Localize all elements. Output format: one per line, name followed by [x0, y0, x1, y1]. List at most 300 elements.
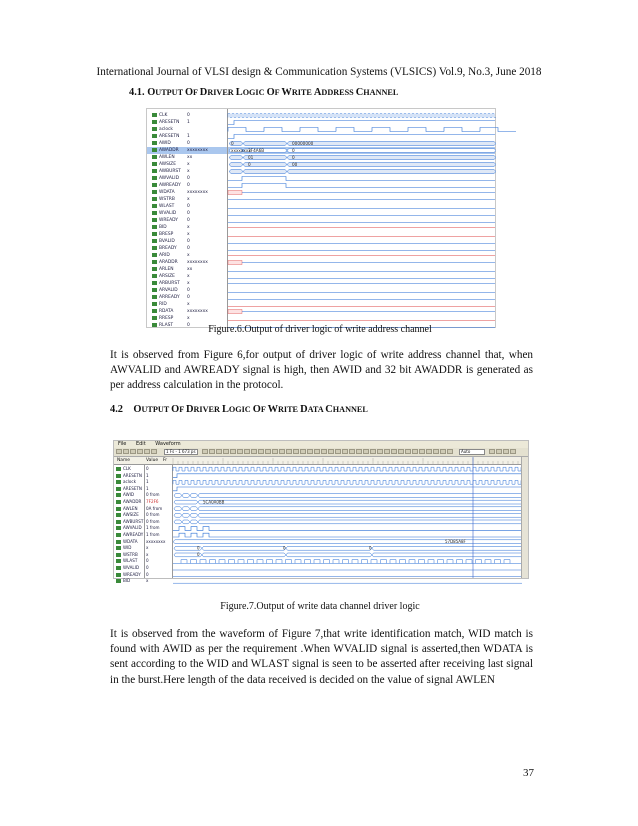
- menu-waveform[interactable]: Waveform: [155, 441, 181, 447]
- signal-icon: [152, 120, 157, 124]
- signal-label: AWLEN: [159, 155, 175, 160]
- section-title: [147, 87, 398, 98]
- signal-name[interactable]: [147, 224, 167, 231]
- title-initial: O: [266, 87, 275, 98]
- signal-icon: [116, 487, 121, 491]
- time-ruler: [173, 457, 522, 464]
- signal-label: ARESETN: [159, 134, 180, 139]
- toolbar-button[interactable]: [335, 449, 341, 454]
- signal-icon: [152, 267, 157, 271]
- signal-value: x: [146, 551, 149, 557]
- section-4-2-heading: [110, 404, 368, 415]
- toolbar-button[interactable]: [433, 449, 439, 454]
- signal-icon: [152, 134, 157, 138]
- title-initial: O: [133, 404, 142, 415]
- signal-icon: [116, 573, 121, 577]
- journal-header: International Journal of VLSI design & Communication Systems (VLSICS) Vol.9, No.3, June 2018: [96, 66, 542, 78]
- paragraph-1: It is observed from Figure 6,for output of driver logic of write address channel that, when AWVALID and AWREADY signal is high, then AWID and 32 bit AWADDR is generated as per address calculation in the protocol.: [110, 349, 533, 392]
- toolbar-button[interactable]: [251, 449, 257, 454]
- signal-value: 0: [146, 565, 149, 570]
- signal-value: 0A from: [146, 505, 163, 511]
- signal-value: xxxxxxxx: [187, 260, 208, 265]
- toolbar-button[interactable]: [356, 449, 362, 454]
- handshake-wave: [173, 527, 522, 531]
- signal-name[interactable]: [147, 280, 180, 287]
- signal-icon: [152, 183, 157, 187]
- toolbar-button[interactable]: [202, 449, 208, 454]
- signal-icon: [152, 295, 157, 299]
- bus-segment: [198, 520, 523, 524]
- signal-icon: [116, 526, 121, 530]
- signal-value: x: [187, 316, 190, 321]
- signal-label: WVALID: [123, 565, 140, 570]
- signal-value: xxxxxxxx: [187, 148, 208, 153]
- bus-segment: [286, 553, 372, 557]
- bus-value-label: 00000000: [292, 141, 314, 146]
- title-smallcaps: UTPUT: [141, 405, 172, 414]
- signal-value: x: [146, 545, 149, 551]
- signal-label: CLK: [159, 113, 168, 118]
- signal-value: x: [187, 225, 190, 230]
- signal-name[interactable]: [147, 308, 173, 315]
- signal-name[interactable]: [147, 210, 176, 217]
- section-4-1-heading: [129, 87, 398, 98]
- signal-icon: [152, 316, 157, 320]
- bus-segment: [174, 507, 182, 511]
- signal-icon: [116, 513, 121, 517]
- bus-segment: [198, 513, 523, 517]
- signal-label: CLK: [123, 466, 131, 471]
- title-initial: O: [171, 404, 180, 415]
- signal-label: AWADDR: [123, 499, 142, 504]
- signal-label: ARVALID: [159, 288, 178, 293]
- bus-value-label: 5CA0A0BB: [203, 499, 225, 505]
- signal-label: AWLEN: [123, 505, 138, 511]
- signal-icon: [152, 225, 157, 229]
- signal-icon: [152, 190, 157, 194]
- signal-value: 0: [187, 239, 190, 244]
- signal-label: ARLEN: [159, 267, 174, 272]
- toolbar-button[interactable]: [496, 449, 502, 454]
- figure-7-caption: Figure.7.Output of write data channel driver logic: [220, 601, 420, 612]
- signal-name[interactable]: [147, 112, 167, 119]
- bus-value-label: 0: [283, 545, 286, 551]
- signal-icon: [152, 288, 157, 292]
- toolbar-button[interactable]: [130, 449, 136, 454]
- toolbar-button[interactable]: [216, 449, 222, 454]
- signal-value: 0 from: [146, 492, 160, 498]
- signal-icon: [116, 559, 121, 563]
- figure-6-caption: Figure.6.Output of driver logic of write address channel: [208, 324, 432, 335]
- signal-value-column: [144, 464, 173, 584]
- title-smallcaps: F: [193, 88, 200, 97]
- signal-icon: [152, 274, 157, 278]
- signal-value: x: [187, 302, 190, 307]
- toolbar-button[interactable]: [384, 449, 390, 454]
- signal-label: WLAST: [159, 204, 175, 209]
- bus-segment: [202, 546, 286, 550]
- signal-name[interactable]: [114, 577, 130, 584]
- bus-value-label: 0: [369, 545, 372, 551]
- bus-segment: [198, 500, 523, 504]
- signal-icon: [116, 500, 121, 504]
- title-initial: D: [185, 404, 194, 415]
- signal-label: WREADY: [123, 571, 141, 577]
- signal-label: WSTRB: [159, 197, 175, 202]
- title-smallcaps: RIVER: [207, 88, 236, 97]
- signal-name[interactable]: [147, 238, 175, 245]
- signal-label: AWBURST: [159, 169, 181, 174]
- toolbar: [114, 448, 528, 457]
- bus-segment: [198, 507, 523, 511]
- signal-value: x: [187, 281, 190, 286]
- signal-icon: [152, 162, 157, 166]
- signal-value: 0 from: [146, 518, 160, 524]
- signal-name[interactable]: [147, 203, 174, 210]
- toolbar-button[interactable]: [279, 449, 285, 454]
- section-number: 4.2: [110, 404, 123, 415]
- toolbar-button[interactable]: [300, 449, 306, 454]
- signal-label: AWSIZE: [159, 162, 176, 167]
- toolbar-button[interactable]: [286, 449, 292, 454]
- signal-value: 0: [187, 323, 190, 328]
- unknown-bus: [228, 261, 242, 265]
- bus-value-label: 0: [248, 162, 251, 167]
- signal-icon: [116, 533, 121, 537]
- signal-value: 0: [187, 246, 190, 251]
- toolbar-button[interactable]: [398, 449, 404, 454]
- toolbar-button[interactable]: [272, 449, 278, 454]
- bus-segment: [287, 156, 496, 160]
- title-initial: L: [235, 87, 243, 98]
- signal-value: xxxxxxxx: [187, 309, 208, 314]
- signal-name[interactable]: [147, 168, 181, 175]
- signal-label: ARESETN: [123, 485, 142, 491]
- toolbar-button[interactable]: [426, 449, 432, 454]
- signal-icon: [152, 260, 157, 264]
- signal-name[interactable]: [147, 266, 174, 273]
- toolbar-button[interactable]: [258, 449, 264, 454]
- signal-icon: [116, 566, 121, 570]
- signal-label: AWID: [123, 492, 134, 498]
- signal-name[interactable]: [147, 140, 171, 147]
- toolbar-button[interactable]: [116, 449, 122, 454]
- signal-label: RID: [159, 302, 167, 307]
- title-initial: A: [313, 87, 322, 98]
- signal-value: 0: [187, 113, 190, 118]
- bus-segment: [182, 513, 190, 517]
- signal-icon: [152, 113, 157, 117]
- toolbar-button[interactable]: [328, 449, 334, 454]
- signal-label: AWREADY: [123, 532, 144, 537]
- signal-icon: [116, 540, 121, 544]
- signal-name[interactable]: [147, 287, 178, 294]
- title-smallcaps: UTPUT: [155, 88, 185, 97]
- title-smallcaps: DDRESS: [321, 88, 356, 97]
- signal-value: x: [187, 197, 190, 202]
- signal-value: 1: [146, 479, 149, 485]
- signal-icon: [116, 507, 121, 511]
- signal-value: 1: [146, 472, 149, 478]
- title-smallcaps: HANNEL: [363, 88, 399, 97]
- toolbar-button[interactable]: [321, 449, 327, 454]
- figure-7-waveform: [113, 440, 529, 584]
- signal-name[interactable]: [147, 119, 179, 126]
- bus-segment: [372, 553, 523, 557]
- reset-wave: [173, 474, 522, 478]
- toolbar-button[interactable]: [209, 449, 215, 454]
- menu-file[interactable]: File: [118, 441, 127, 447]
- signal-name[interactable]: [147, 231, 173, 238]
- menu-edit[interactable]: Edit: [135, 441, 146, 447]
- signal-name[interactable]: [147, 273, 175, 280]
- signal-value: x: [146, 578, 149, 584]
- signal-icon: [116, 553, 121, 557]
- toolbar-button[interactable]: [419, 449, 425, 454]
- signal-value: x: [187, 162, 190, 167]
- signal-label: BRESP: [159, 232, 174, 237]
- handshake-wave: [173, 533, 522, 537]
- bus-segment: [287, 170, 496, 174]
- signal-name[interactable]: [147, 147, 179, 154]
- title-smallcaps: ATA: [307, 405, 326, 414]
- title-initial: O: [252, 404, 261, 415]
- reset-wave: [173, 487, 522, 491]
- title-initial: C: [355, 87, 364, 98]
- signal-icon: [116, 546, 121, 550]
- signal-label: ARBURST: [159, 281, 180, 286]
- wlast-wave: [181, 560, 510, 564]
- signal-label: WSTRB: [123, 551, 138, 557]
- waveform-area: [228, 109, 495, 327]
- signal-label: RRESP: [159, 316, 174, 321]
- zoom-field[interactable]: Auto: [459, 449, 485, 455]
- toolbar-button[interactable]: [412, 449, 418, 454]
- signal-value: 0: [187, 141, 190, 146]
- bus-segment: [174, 494, 182, 498]
- signal-value: 1: [187, 120, 190, 125]
- bus-segment: [229, 163, 243, 167]
- toolbar-button[interactable]: [503, 449, 509, 454]
- signal-label: AWBURST: [123, 518, 144, 524]
- signal-value: 7F2F6: [146, 499, 159, 504]
- vertical-scrollbar[interactable]: [521, 457, 528, 578]
- title-initial: O: [184, 87, 194, 98]
- signal-label: WLAST: [123, 558, 138, 564]
- bus-segment: [190, 513, 198, 517]
- toolbar-button[interactable]: [377, 449, 383, 454]
- handshake-wave: [228, 177, 495, 181]
- bus-segment: [182, 494, 190, 498]
- bus-value-label: 00: [292, 162, 298, 167]
- clock-wave: [173, 467, 527, 471]
- signal-label: AWSIZE: [123, 512, 139, 518]
- signal-icon: [152, 218, 157, 222]
- toolbar-button[interactable]: [370, 449, 376, 454]
- signal-value: x: [187, 169, 190, 174]
- signal-value: xxxxxxxx: [187, 190, 208, 195]
- signal-value: 0: [187, 211, 190, 216]
- toolbar-button[interactable]: [314, 449, 320, 454]
- signal-icon: [152, 204, 157, 208]
- signal-label: WDATA: [159, 190, 175, 195]
- signal-icon: [152, 246, 157, 250]
- signal-name-column: [114, 464, 145, 584]
- column-value: Value: [146, 458, 159, 463]
- clock-wave: [228, 114, 496, 118]
- bus-segment: [190, 520, 198, 524]
- toolbar-button[interactable]: [489, 449, 495, 454]
- signal-value: 1 from: [146, 525, 160, 531]
- unknown-bus: [228, 191, 242, 195]
- signal-label: ARESETN: [159, 120, 180, 125]
- signal-name[interactable]: [147, 133, 179, 140]
- title-smallcaps: RITE: [291, 88, 314, 97]
- signal-value: 0: [187, 295, 190, 300]
- toolbar-button[interactable]: [363, 449, 369, 454]
- signal-icon: [152, 309, 157, 313]
- toolbar-button[interactable]: [123, 449, 129, 454]
- bus-value-label: 3F4A6B: [248, 148, 265, 153]
- bus-value-label: 57D85A8F: [445, 539, 466, 544]
- signal-label: ARID: [159, 253, 170, 258]
- aclock-wave: [228, 128, 516, 132]
- toolbar-button[interactable]: [307, 449, 313, 454]
- toolbar-button[interactable]: [230, 449, 236, 454]
- signal-name[interactable]: [147, 294, 180, 301]
- menu-bar: [114, 441, 528, 448]
- toolbar-button[interactable]: [265, 449, 271, 454]
- bus-segment: [243, 142, 287, 146]
- signal-label: AWREADY: [159, 183, 181, 188]
- signal-name[interactable]: [147, 252, 170, 259]
- signal-icon: [152, 302, 157, 306]
- signal-label: ARSIZE: [159, 274, 175, 279]
- clock-wave: [173, 480, 527, 484]
- signal-label: WDATA: [123, 538, 138, 544]
- bus-segment: [287, 142, 496, 146]
- signal-icon: [152, 197, 157, 201]
- signal-name[interactable]: [147, 182, 181, 189]
- title-initial: D: [300, 404, 308, 415]
- signal-value: xx: [187, 155, 193, 160]
- signal-label: RLAST: [159, 323, 174, 328]
- reset-wave: [228, 121, 495, 125]
- signal-name[interactable]: [147, 301, 167, 308]
- signal-icon: [152, 169, 157, 173]
- signal-value: 0: [187, 204, 190, 209]
- bus-segment: [287, 149, 496, 153]
- toolbar-button[interactable]: [440, 449, 446, 454]
- signal-icon: [152, 176, 157, 180]
- signal-name[interactable]: [147, 175, 179, 182]
- signal-label: ARESETN: [123, 472, 142, 478]
- bus-value-label: 0: [197, 552, 200, 558]
- signal-label: BREADY: [159, 246, 177, 251]
- bus-segment: [174, 520, 182, 524]
- signal-value: 0: [146, 558, 149, 564]
- signal-name[interactable]: [147, 126, 173, 133]
- section-number: 4.1.: [129, 87, 145, 98]
- title-smallcaps: OGIC: [242, 88, 267, 97]
- reset-wave: [228, 135, 495, 139]
- title-initial: W: [281, 87, 292, 98]
- signal-value: 0: [187, 176, 190, 181]
- signal-name[interactable]: [147, 315, 173, 322]
- toolbar-button[interactable]: [447, 449, 453, 454]
- bus-value-label: 0: [197, 545, 200, 551]
- signal-name-column: [147, 109, 186, 327]
- signal-value-column: [185, 109, 228, 327]
- toolbar-button[interactable]: [293, 449, 299, 454]
- bus-value-label: 0: [231, 141, 234, 146]
- signal-icon: [152, 155, 157, 159]
- toolbar-button[interactable]: [391, 449, 397, 454]
- page-number: 37: [523, 767, 534, 779]
- title-smallcaps: RIVER: [193, 405, 222, 414]
- signal-name[interactable]: [147, 189, 175, 196]
- signal-icon: [152, 253, 157, 257]
- signal-value: 1 from: [146, 532, 160, 537]
- toolbar-button[interactable]: [144, 449, 150, 454]
- bus-segment: [198, 494, 523, 498]
- bus-segment: [243, 170, 287, 174]
- toolbar-button[interactable]: [151, 449, 157, 454]
- bus-segment: [202, 553, 286, 557]
- toolbar-button[interactable]: [342, 449, 348, 454]
- toolbar-button[interactable]: [137, 449, 143, 454]
- bus-segment: [190, 494, 198, 498]
- signal-label: WVALID: [159, 211, 177, 216]
- bus-segment: [372, 546, 523, 550]
- bus-value-label: 0: [292, 148, 295, 153]
- title-smallcaps: F: [274, 88, 282, 97]
- title-initial: W: [267, 404, 278, 415]
- wdata-bus: [173, 540, 522, 544]
- column-name: Name: [117, 458, 130, 463]
- signal-label: aclock: [159, 127, 173, 132]
- toolbar-button[interactable]: [244, 449, 250, 454]
- signal-icon: [152, 211, 157, 215]
- time-range-field[interactable]: 1 Fs - 1 673 ps: [164, 449, 198, 455]
- signal-name[interactable]: [147, 196, 175, 203]
- toolbar-button[interactable]: [510, 449, 516, 454]
- signal-label: AWID: [159, 141, 171, 146]
- title-smallcaps: F: [260, 405, 268, 414]
- signal-value: 0: [146, 466, 149, 471]
- toolbar-button[interactable]: [349, 449, 355, 454]
- signal-name[interactable]: [147, 245, 177, 252]
- signal-name[interactable]: [147, 161, 176, 168]
- signal-label: BVALID: [159, 239, 175, 244]
- signal-value: 0: [146, 571, 149, 577]
- toolbar-button[interactable]: [223, 449, 229, 454]
- toolbar-button[interactable]: [405, 449, 411, 454]
- signal-label: aclock: [123, 479, 137, 485]
- title-smallcaps: F: [179, 405, 186, 414]
- title-initial: D: [199, 87, 208, 98]
- signal-name[interactable]: [147, 259, 178, 266]
- toolbar-button[interactable]: [237, 449, 243, 454]
- signal-name[interactable]: [147, 217, 178, 224]
- signal-value: 0: [187, 218, 190, 223]
- signal-value: 1: [146, 485, 149, 491]
- bus-segment: [229, 170, 243, 174]
- title-smallcaps: RITE: [278, 405, 301, 414]
- signal-label: WREADY: [159, 218, 178, 223]
- signal-name[interactable]: [147, 154, 175, 161]
- signal-label: BID: [159, 225, 167, 230]
